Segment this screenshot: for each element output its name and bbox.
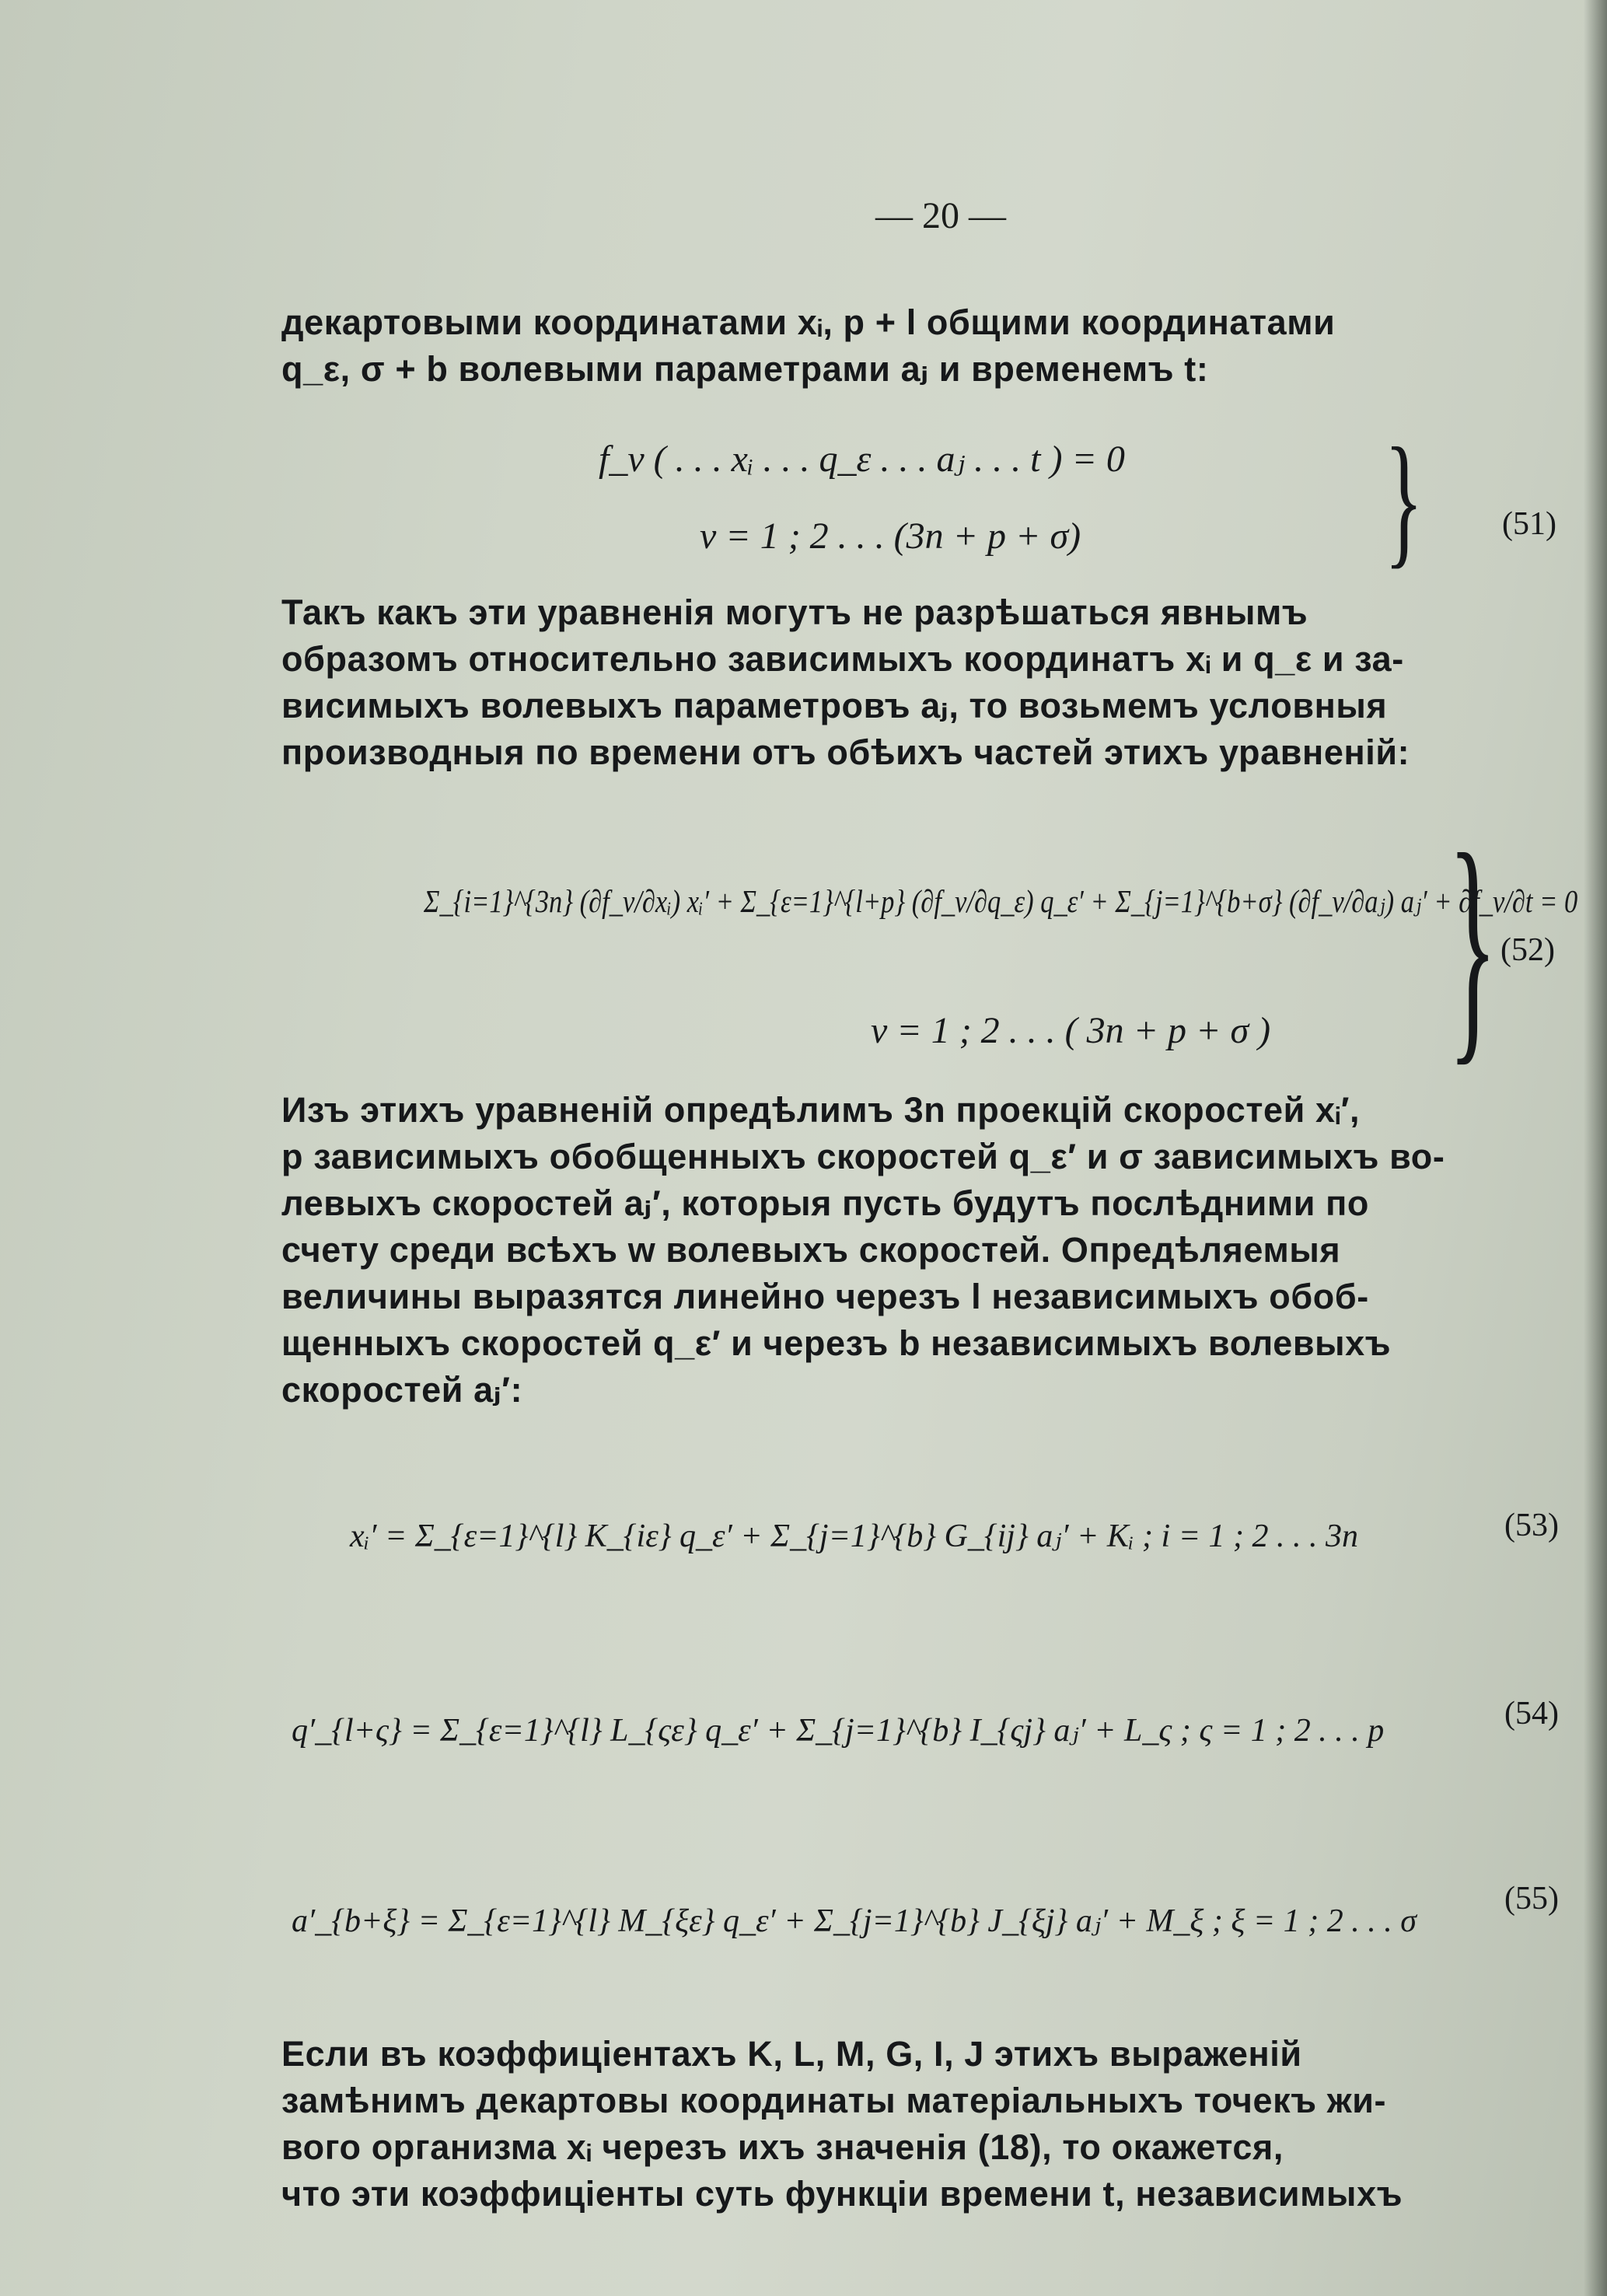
equation-52-line-1: Σ_{i=1}^{3n} (∂f_ν/∂xᵢ) xᵢ′ + Σ_{ε=1}^{l+p} (∂f_ν/∂q_ε) q_ε′ + Σ_{j=1}^{b+σ} (∂f_ν/∂aⱼ) aⱼ′ + ∂f_ν/∂t = 0 <box>424 883 1578 919</box>
equation-53-number: (53) <box>1504 1508 1559 1543</box>
text-line: счету среди всѣхъ w волевыхъ скоростей. Опредѣляемыя <box>281 1230 1341 1270</box>
text-line: Изъ этихъ уравненій опредѣлимъ 3n проекцій скоростей xᵢ′, <box>281 1090 1361 1130</box>
text-line: замѣнимъ декартовы координаты матеріальныхъ точекъ жи- <box>281 2081 1387 2120</box>
paragraph-3 <box>281 1087 1572 1414</box>
text-line: p зависимыхъ обобщенныхъ скоростей q_ε′ и σ зависимыхъ во- <box>281 1137 1445 1176</box>
equation-51-brace: } <box>1384 418 1424 582</box>
equation-51-line-2: ν = 1 ; 2 . . . (3n + p + σ) <box>700 515 1081 557</box>
equation-51-line-1: f_ν ( . . . xᵢ . . . q_ε . . . aⱼ . . . t ) = 0 <box>599 439 1125 480</box>
text-line: щенныхъ скоростей q_ε′ и черезъ b независимыхъ волевыхъ <box>281 1323 1392 1363</box>
text-line: декартовыми координатами xᵢ, p + l общими координатами <box>281 302 1336 342</box>
equation-54: q′_{l+ς} = Σ_{ε=1}^{l} L_{ςε} q_ε′ + Σ_{j=1}^{b} I_{ςj} aⱼ′ + L_ς ; ς = 1 ; 2 . . . p <box>292 1713 1385 1749</box>
equation-51-number: (51) <box>1502 506 1556 542</box>
text-line: q_ε, σ + b волевыми параметрами aⱼ и временемъ t: <box>281 349 1209 389</box>
text-line: висимыхъ волевыхъ параметровъ aⱼ, то возьмемъ условныя <box>281 686 1388 725</box>
text-line: левыхъ скоростей aⱼ′, которыя пусть будутъ послѣдними по <box>281 1183 1370 1223</box>
text-line: производныя по времени отъ обѣихъ частей этихъ уравненій: <box>281 732 1410 772</box>
text-line: образомъ относительно зависимыхъ координатъ xᵢ и q_ε и за- <box>281 639 1404 679</box>
equation-55-number: (55) <box>1504 1881 1559 1917</box>
equation-55: a′_{b+ξ} = Σ_{ε=1}^{l} M_{ξε} q_ε′ + Σ_{j=1}^{b} J_{ξj} aⱼ′ + M_ξ ; ξ = 1 ; 2 . . . σ <box>292 1903 1417 1939</box>
page-number: — 20 — <box>875 195 1006 236</box>
text-line: скоростей aⱼ′: <box>281 1370 523 1410</box>
text-line: вого организма xᵢ черезъ ихъ значенія (18), то окажется, <box>281 2127 1284 2167</box>
equation-52-number: (52) <box>1500 932 1555 968</box>
text-line: что эти коэффиціенты суть функціи времени t, независимыхъ <box>281 2174 1403 2214</box>
text-line: Если въ коэффиціентахъ K, L, M, G, I, J этихъ выраженій <box>281 2034 1302 2074</box>
text-line: величины выразятся линейно черезъ l независимыхъ обоб- <box>281 1277 1369 1316</box>
equation-52-brace: } <box>1448 802 1497 1086</box>
equation-54-number: (54) <box>1504 1696 1559 1732</box>
equation-52-line-2: ν = 1 ; 2 . . . ( 3n + p + σ ) <box>871 1010 1271 1051</box>
paragraph-4 <box>281 2031 1572 2217</box>
text-line: Такъ какъ эти уравненія могутъ не разрѣшаться явнымъ <box>281 592 1308 632</box>
paragraph-2 <box>281 589 1572 776</box>
equation-53: xᵢ′ = Σ_{ε=1}^{l} K_{iε} q_ε′ + Σ_{j=1}^{b} G_{ij} aⱼ′ + Kᵢ ; i = 1 ; 2 . . . 3n <box>350 1518 1359 1554</box>
paragraph-1 <box>281 299 1572 393</box>
page-edge-shadow <box>1584 0 1607 2296</box>
